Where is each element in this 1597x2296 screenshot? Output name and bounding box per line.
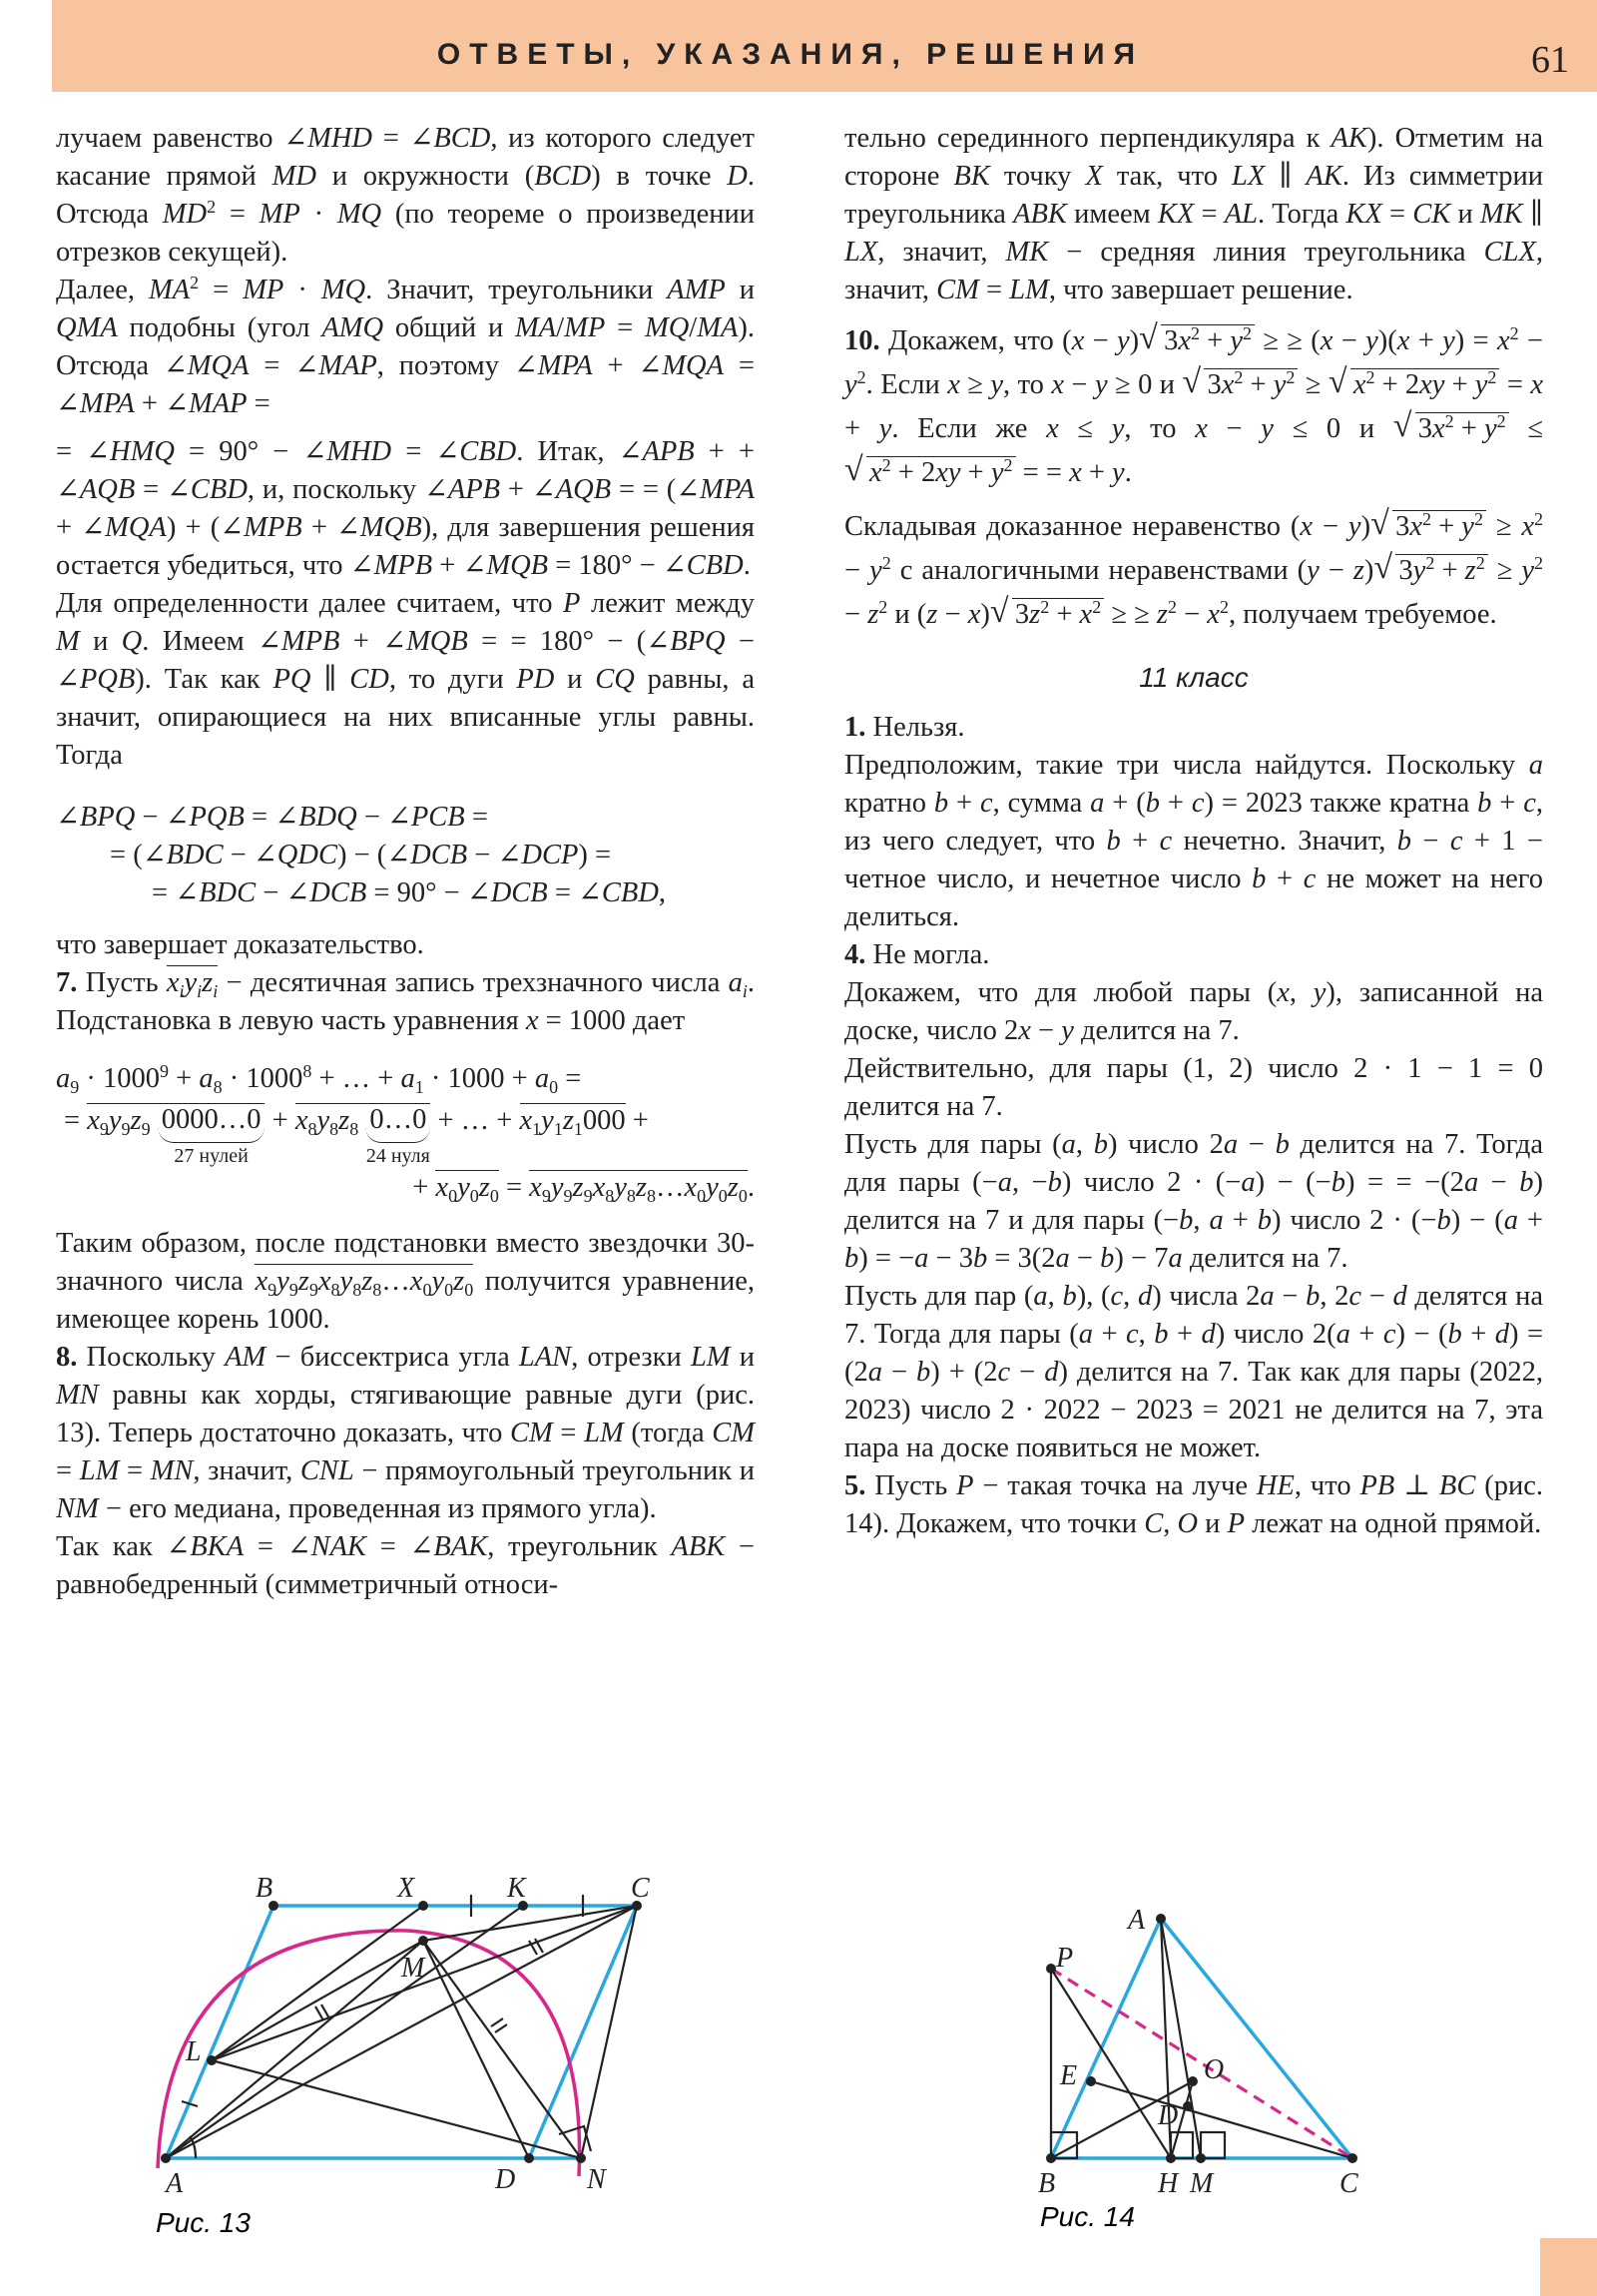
- page-number: 61: [1531, 39, 1569, 81]
- paragraph: = ∠HMQ = 90° − ∠MHD = ∠CBD. Итак, ∠APB + + ∠AQB = ∠CBD, и, поскольку ∠APB + ∠AQB = = (∠MPA + ∠MQA) + (∠MPB + ∠MQB), для завершения решения остается убедиться, что ∠MPB + ∠MQB = 180° − ∠CBD.: [56, 436, 756, 581]
- paragraph: Докажем, что для любой пары (x, y), записанной на доске, число 2x − y делится на 7.: [844, 977, 1543, 1046]
- paragraph: Далее, $MA^2$ = MP · MQ. Значит, треугольники AMP и QMA подобны (угол AMQ общий и MA/MP = MQ/MA). Отсюда ∠MQA = ∠MAP, поэтому ∠MPA + ∠MQA = ∠MPA + ∠MAP =: [56, 273, 756, 419]
- label-d: D: [495, 2164, 516, 2195]
- formula: $a_9 \cdot 1000^9 + a_8 \cdot 1000^8$ + … + $a_1 \cdot 1000 + a_0$ =: [56, 1061, 582, 1097]
- page-header: [52, 0, 1597, 92]
- label-m: M: [401, 1953, 425, 1984]
- label-a: A: [1128, 1905, 1146, 1936]
- figure-14: [1023, 1892, 1387, 2232]
- label-o: O: [1204, 2054, 1225, 2085]
- label-b: B: [1038, 2168, 1056, 2199]
- caption-14: Рис. 14: [1040, 2201, 1135, 2232]
- formula: = (∠BDC − ∠QDC) − (∠DCB − ∠DCP) =: [110, 840, 612, 870]
- label-p: P: [1056, 1943, 1074, 1974]
- corner-tab: [1540, 2238, 1597, 2296]
- paragraph: Пусть для пар (a, b), (c, d) числа 2a − b, 2c − d делятся на 7. Тогда для пары (a + c, b + d) число 2(a + c) − (b + d) = (2a − b) + (2c − d) делится на 7. Так как для пары (2022, 2023) число 2 · 2022 − 2023 = 2021 не делится на 7, эта пара на доске появиться не может.: [844, 1281, 1544, 1463]
- brace-zeros-27: 0000…0 27 нулей: [158, 1104, 266, 1169]
- paragraph: Так как ∠BKA = ∠NAK = ∠BAK, треугольник ABK − равнобедренный (симметричный относи-: [56, 1531, 756, 1600]
- paragraph: 10. Докажем, что (x − y)√ $3x^2 + y^2$ ≥ ≥ $(x - y)(x + y) = x^2 - y^2$. Если x ≥ y, то x − y ≥ 0 и √ $3x^2 + y^2$ ≥ √ $x^2 + 2xy + y^2 = x + y$. Если же x ≤ y, то x − y ≤ 0 и √ $3x^2 + y^2$ ≤ √ $x^2 + 2xy + y^2$ = = x + y.: [844, 319, 1543, 495]
- paragraph: Таким образом, после подстановки вместо звездочки 30-значного числа $x_9y_9z_9x_8y_8z_8\dots x_0y_0z_0$ получится уравнение, имеющее корень 1000.: [56, 1228, 755, 1335]
- header-title: ОТВЕТЫ, УКАЗАНИЯ, РЕШЕНИЯ: [436, 38, 1145, 71]
- right-column: [844, 120, 1543, 1543]
- label-h: H: [1158, 2168, 1179, 2199]
- label-l: L: [186, 2036, 202, 2067]
- paragraph: 1. Нельзя.: [844, 712, 965, 743]
- paragraph: Складывая доказанное неравенство (x − y)√ $3x^2 + y^2 \ge x^2 - y^2$ с аналогичными неравенствами (y − z)√ $3y^2 + z^2 \ge y^2 - z^2$ и (z − x)√ $3z^2 + x^2$ ≥ ≥ $z^2 - x^2$, получаем требуемое.: [844, 505, 1543, 637]
- paragraph: 7. Пусть $x_iy_iz_i$ − десятичная запись трехзначного числа $a_i$. Подстановка в левую часть уравнения x = 1000 дает: [56, 967, 756, 1036]
- label-d: D: [1158, 2100, 1179, 2131]
- formula: = ∠BDC − ∠DCB = 90° − ∠DCB = ∠CBD,: [152, 877, 667, 908]
- label-e: E: [1060, 2060, 1078, 2091]
- label-k: K: [507, 1873, 526, 1904]
- label-n: N: [587, 2164, 606, 2195]
- label-c: C: [631, 1873, 650, 1904]
- paragraph: тельно серединного перпендикуляра к AK). Отметим на стороне BK точку X так, что LX ∥ AK. Из симметрии треугольника ABK имеем KX = AL. Тогда KX = CK и MK ∥ LX, значит, MK − средняя линия треугольника CLX, значит, CM = LM, что завершает решение.: [844, 123, 1544, 305]
- figure-13: [130, 1873, 689, 2238]
- formula: + $x_0y_0z_0$ = $x_9y_9z_9x_8y_8z_8\dots x_0y_0z_0$.: [412, 1172, 755, 1206]
- paragraph: Предположим, такие три числа найдутся. Поскольку a кратно b + c, сумма a + (b + c) = 2023 также кратна b + c, из чего следует, что b + c нечетно. Значит, b − c + 1 − четное число, и нечетное число b + c не может на него делиться.: [844, 750, 1543, 932]
- side-cd: [529, 1906, 637, 2158]
- left-column: [56, 120, 755, 1604]
- label-x: X: [397, 1873, 415, 1904]
- paragraph: Действительно, для пары (1, 2) число 2 · 1 − 1 = 0 делится на 7.: [844, 1053, 1543, 1122]
- section-title: 11 класс: [1139, 662, 1249, 693]
- label-a: A: [166, 2168, 184, 2199]
- paragraph: лучаем равенство ∠MHD = ∠BCD, из которого следует касание прямой MD и окружности (BCD) в точке D. Отсюда $MD^2$ = MP · MQ (по теореме о произведении отрезков секущей).: [56, 123, 756, 268]
- brace-zeros-24: 0…0 24 нуля: [365, 1104, 430, 1167]
- label-c: C: [1339, 2168, 1358, 2199]
- paragraph: Пусть для пары (a, b) число 2a − b делится на 7. Тогда для пары (−a, −b) число 2 · (−a) − (−b) = = −(2a − b) делится на 7 и для пары (−b, a + b) число 2 · (−b) − (a + b) = −a − 3b = 3(2a − b) − 7a делится на 7.: [844, 1129, 1544, 1274]
- paragraph: 5. Пусть P − такая точка на луче HE, что PB ⊥ BC (рис. 14). Докажем, что точки C, O и P лежат на одной прямой.: [844, 1470, 1543, 1539]
- paragraph: 8. Поскольку AM − биссектриса угла LAN, отрезки LM и MN равны как хорды, стягивающие равные дуги (рис. 13). Теперь достаточно доказать, что CM = LM (тогда CM = LM = MN, значит, CNL − прямоугольный треугольник и NM − его медиана, проведенная из прямого угла).: [56, 1342, 756, 1524]
- paragraph: что завершает доказательство.: [56, 929, 424, 960]
- paragraph: Для определенности далее считаем, что P лежит между M и Q. Имеем ∠MPB + ∠MQB = = 180° − (∠BPQ − ∠PQB). Так как PQ ∥ CD, то дуги PD и CQ равны, а значит, опирающиеся на них вписанные углы равны. Тогда: [56, 588, 755, 771]
- label-m: M: [1190, 2168, 1214, 2199]
- caption-13: Рис. 13: [156, 2207, 251, 2238]
- formula: = $x_9y_9z_9$ 0000…0 27 нулей + $x_8y_8z_8$ 0…0 24 нуля + … + $x_1y_1z_1000$ +: [64, 1104, 649, 1167]
- formula: ∠BPQ − ∠PQB = ∠BDQ − ∠PCB =: [56, 802, 488, 833]
- side-ac: [1161, 1919, 1352, 2158]
- label-b: B: [256, 1873, 273, 1904]
- paragraph: 4. Не могла.: [844, 939, 990, 970]
